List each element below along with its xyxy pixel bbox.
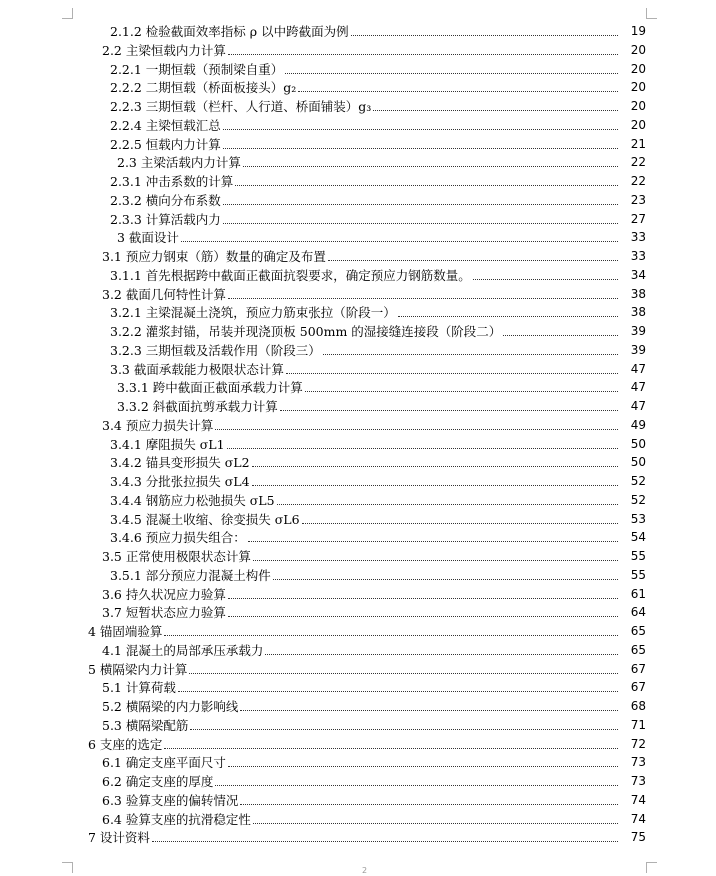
toc-entry-title: 3.4.4 钢筋应力松弛损失 σL5 — [110, 492, 275, 508]
dot-leader — [503, 335, 618, 336]
toc-entry-page: 52 — [630, 474, 646, 488]
toc-entry-page: 20 — [630, 80, 646, 95]
toc-entry-page: 52 — [630, 492, 646, 507]
toc-entry-page: 65 — [630, 624, 646, 638]
toc-entry-title: 3.4.6 预应力损失组合： — [110, 530, 246, 546]
toc-entry-page: 55 — [630, 549, 646, 563]
toc-entry-title: 2.3.2 横向分布系数 — [110, 192, 221, 208]
toc-entry[interactable] — [117, 378, 646, 395]
dot-leader — [190, 729, 618, 730]
toc-entry[interactable] — [102, 697, 646, 714]
toc-entry-page: 50 — [630, 455, 646, 470]
toc-entry-title: 5.2 横隔梁的内力影响线 — [102, 699, 239, 714]
toc-entry[interactable] — [88, 735, 646, 752]
toc-entry-title: 3.2.3 三期恒载及活载作用（阶段三） — [110, 342, 321, 358]
toc-entry[interactable] — [117, 153, 646, 170]
dot-leader — [305, 391, 618, 392]
toc-entry[interactable] — [102, 247, 646, 264]
toc-entry-title: 3.4.3 分批张拉损失 σL4 — [110, 474, 250, 489]
dot-leader — [351, 35, 618, 36]
toc-entry-page: 73 — [630, 774, 646, 788]
toc-entry-title: 3.2 截面几何特性计算 — [102, 286, 226, 302]
toc-entry-title: 2.1.2 检验截面效率指标 ρ 以中跨截面为例 — [110, 24, 349, 39]
toc-entry-page: 20 — [630, 117, 646, 132]
dot-leader — [328, 260, 618, 261]
toc-entry-page: 49 — [630, 417, 646, 432]
toc-entry[interactable] — [110, 191, 646, 208]
toc-entry-page: 47 — [630, 361, 646, 376]
dot-leader — [286, 373, 618, 374]
toc-entry[interactable] — [102, 716, 646, 733]
dot-leader — [373, 110, 618, 111]
crop-mark-bottom-left — [62, 862, 73, 873]
dot-leader — [323, 354, 618, 355]
toc-entry-page: 54 — [630, 530, 646, 545]
toc-entry[interactable] — [102, 603, 646, 620]
toc-entry-title: 2.2.4 主梁恒载汇总 — [110, 117, 221, 133]
dot-leader — [398, 316, 618, 317]
toc-entry[interactable] — [102, 41, 646, 58]
toc-entry-title: 3.3.2 斜截面抗剪承载力计算 — [117, 399, 278, 414]
toc-entry-page: 47 — [630, 399, 646, 413]
toc-entry-title: 6.2 确定支座的厚度 — [102, 774, 214, 789]
toc-entry-page: 67 — [630, 680, 646, 695]
toc-entry-page: 68 — [630, 699, 646, 713]
dot-leader — [223, 223, 618, 224]
toc-entry-title: 3.1.1 首先根据跨中截面正截面抗裂要求，确定预应力钢筋数量。 — [110, 267, 471, 283]
dot-leader — [277, 504, 618, 505]
toc-entry[interactable] — [117, 228, 646, 245]
toc-entry[interactable] — [110, 322, 646, 339]
toc-entry-page: 33 — [630, 230, 646, 245]
toc-entry-title: 2.2.1 一期恒载（预制梁自重） — [110, 61, 284, 77]
dot-leader — [252, 466, 618, 467]
toc-entry[interactable] — [117, 397, 646, 414]
toc-entry[interactable] — [102, 547, 646, 564]
toc-entry-page: 73 — [630, 755, 646, 770]
toc-entry[interactable] — [88, 660, 646, 677]
dot-leader — [228, 54, 618, 55]
toc-entry[interactable] — [110, 566, 646, 583]
toc-entry[interactable] — [110, 341, 646, 358]
toc-entry-page: 20 — [630, 99, 646, 113]
toc-entry-page: 22 — [630, 174, 646, 188]
toc-entry-page: 39 — [630, 324, 646, 338]
toc-entry-title: 2.2 主梁恒载内力计算 — [102, 42, 226, 58]
toc-entry-page: 47 — [630, 380, 646, 395]
toc-entry-page: 20 — [630, 61, 646, 76]
toc-entry-title: 2.3.3 计算活载内力 — [110, 211, 221, 227]
toc-entry-page: 38 — [630, 286, 646, 301]
toc-entry-page: 71 — [630, 717, 646, 732]
dot-leader — [298, 91, 618, 92]
toc-entry-title: 4 锚固端验算 — [88, 624, 163, 639]
toc-entry-title: 3 截面设计 — [117, 230, 179, 246]
dot-leader — [243, 166, 618, 167]
toc-entry-title: 3.7 短暂状态应力验算 — [102, 605, 226, 621]
toc-entry-page: 72 — [630, 736, 646, 751]
dot-leader — [280, 410, 618, 411]
toc-entry-title: 2.2.2 二期恒载（桥面板接头）g₂ — [110, 80, 297, 96]
dot-leader — [228, 298, 618, 299]
toc-entry-page: 34 — [630, 267, 646, 282]
dot-leader — [215, 785, 618, 786]
toc-entry[interactable] — [88, 828, 646, 845]
toc-entry-page: 19 — [630, 24, 646, 38]
page-number: 2 — [362, 866, 368, 875]
dot-leader — [164, 635, 618, 636]
dot-leader — [302, 523, 618, 524]
toc-entry[interactable] — [88, 622, 646, 639]
toc-entry-title: 3.4.5 混凝土收缩、徐变损失 σL6 — [110, 511, 300, 527]
dot-leader — [265, 654, 618, 655]
dot-leader — [164, 748, 618, 749]
toc-entry[interactable] — [110, 210, 646, 227]
toc-entry[interactable] — [110, 172, 646, 189]
toc-entry[interactable] — [102, 753, 646, 770]
toc-entry-title: 5 横隔梁内力计算 — [88, 661, 188, 677]
toc-entry[interactable] — [110, 266, 646, 283]
toc-entry[interactable] — [110, 78, 646, 95]
toc-entry[interactable] — [110, 22, 646, 39]
toc-entry-page: 21 — [630, 136, 646, 151]
dot-leader — [178, 691, 618, 692]
toc-entry[interactable] — [102, 810, 646, 827]
dot-leader — [227, 448, 618, 449]
dot-leader — [253, 560, 618, 561]
toc-entry-page: 38 — [630, 305, 646, 320]
toc-entry-title: 6.1 确定支座平面尺寸 — [102, 755, 226, 771]
toc-entry[interactable] — [110, 510, 646, 527]
toc-entry-title: 2.3.1 冲击系数的计算 — [110, 174, 234, 189]
toc-entry-title: 3.5 正常使用极限状态计算 — [102, 549, 251, 564]
toc-entry-title: 3.4.2 锚具变形损失 σL2 — [110, 455, 250, 471]
toc-entry-title: 2.2.3 三期恒载（栏杆、人行道、桥面铺装）g₃ — [110, 99, 372, 114]
toc-entry-page: 74 — [630, 811, 646, 826]
toc-entry-title: 2.2.5 恒载内力计算 — [110, 136, 221, 152]
toc-entry-title: 5.3 横隔梁配筋 — [102, 717, 189, 733]
toc-entry-page: 55 — [630, 567, 646, 582]
toc-entry-title: 7 设计资料 — [88, 830, 150, 846]
crop-mark-bottom-right — [646, 862, 657, 873]
toc-entry[interactable] — [110, 303, 646, 320]
toc-entry-title: 3.2.1 主梁混凝土浇筑，预应力筋束张拉（阶段一） — [110, 305, 396, 321]
toc-entry-title: 5.1 计算荷载 — [102, 680, 176, 696]
toc-entry[interactable] — [110, 116, 646, 133]
dot-leader — [240, 710, 618, 711]
toc-entry-page: 27 — [630, 211, 646, 226]
dot-leader — [189, 673, 618, 674]
toc-entry-title: 6.3 验算支座的偏转情况 — [102, 792, 239, 808]
dot-leader — [252, 485, 618, 486]
toc-entry[interactable] — [110, 491, 646, 508]
toc-entry[interactable] — [102, 641, 646, 658]
toc-entry-page: 33 — [630, 249, 646, 263]
toc-entry-page: 61 — [630, 586, 646, 601]
dot-leader — [215, 429, 618, 430]
toc-entry[interactable] — [102, 416, 646, 433]
toc-entry-page: 50 — [630, 436, 646, 451]
dot-leader — [223, 204, 618, 205]
dot-leader — [152, 841, 618, 842]
toc-entry-title: 3.4 预应力损失计算 — [102, 417, 214, 433]
dot-leader — [240, 804, 618, 805]
toc-entry[interactable] — [102, 791, 646, 808]
toc-entry-page: 20 — [630, 42, 646, 57]
toc-entry-page: 65 — [630, 642, 646, 657]
toc-entry-title: 3.1 预应力钢束（筋）数量的确定及布置 — [102, 249, 326, 264]
dot-leader — [223, 129, 618, 130]
toc-entry-page: 23 — [630, 192, 646, 207]
toc-entry-page: 67 — [630, 661, 646, 676]
crop-mark-top-right — [646, 8, 657, 19]
toc-entry[interactable] — [110, 528, 646, 545]
dot-leader — [273, 579, 618, 580]
toc-entry-page: 74 — [630, 792, 646, 807]
toc-entry[interactable] — [110, 60, 646, 77]
toc-entry[interactable] — [102, 772, 646, 789]
toc-entry-title: 3.4.1 摩阻损失 σL1 — [110, 436, 225, 452]
dot-leader — [228, 766, 618, 767]
dot-leader — [253, 823, 618, 824]
toc-entry-page: 75 — [630, 830, 646, 845]
toc-entry-title: 4.1 混凝土的局部承压承载力 — [102, 642, 264, 658]
toc-entry-title: 3.2.2 灌浆封锚，吊装并现浇顶板 500mm 的湿接缝连接段（阶段二） — [110, 324, 502, 339]
toc-entry-title: 6.4 验算支座的抗滑稳定性 — [102, 811, 251, 827]
toc-entry[interactable] — [102, 285, 646, 302]
toc-entry-page: 64 — [630, 605, 646, 620]
dot-leader — [181, 241, 618, 242]
toc-entry[interactable] — [102, 585, 646, 602]
toc-entry-title: 3.3 截面承载能力极限状态计算 — [110, 361, 284, 377]
toc-entry-page: 22 — [630, 155, 646, 170]
toc-entry-title: 3.3.1 跨中截面正截面承载力计算 — [117, 380, 303, 396]
dot-leader — [228, 616, 618, 617]
dot-leader — [285, 73, 618, 74]
toc-entry[interactable] — [110, 135, 646, 152]
dot-leader — [228, 598, 618, 599]
toc-entry-title: 2.3 主梁活载内力计算 — [117, 155, 241, 171]
toc-entry-title: 3.6 持久状况应力验算 — [102, 586, 226, 602]
toc-entry[interactable] — [110, 360, 646, 377]
toc-entry[interactable] — [110, 97, 646, 114]
toc-entry-page: 39 — [630, 342, 646, 357]
toc-entry-page: 53 — [630, 511, 646, 526]
crop-mark-top-left — [62, 8, 73, 19]
dot-leader — [473, 279, 618, 280]
toc-entry-title: 3.5.1 部分预应力混凝土构件 — [110, 567, 271, 583]
toc-entry[interactable] — [110, 453, 646, 470]
dot-leader — [248, 541, 618, 542]
toc-entry-title: 6 支座的选定 — [88, 736, 163, 752]
toc-entry[interactable] — [110, 472, 646, 489]
dot-leader — [235, 185, 618, 186]
toc-entry[interactable] — [110, 435, 646, 452]
dot-leader — [223, 148, 618, 149]
toc-entry[interactable] — [102, 678, 646, 695]
